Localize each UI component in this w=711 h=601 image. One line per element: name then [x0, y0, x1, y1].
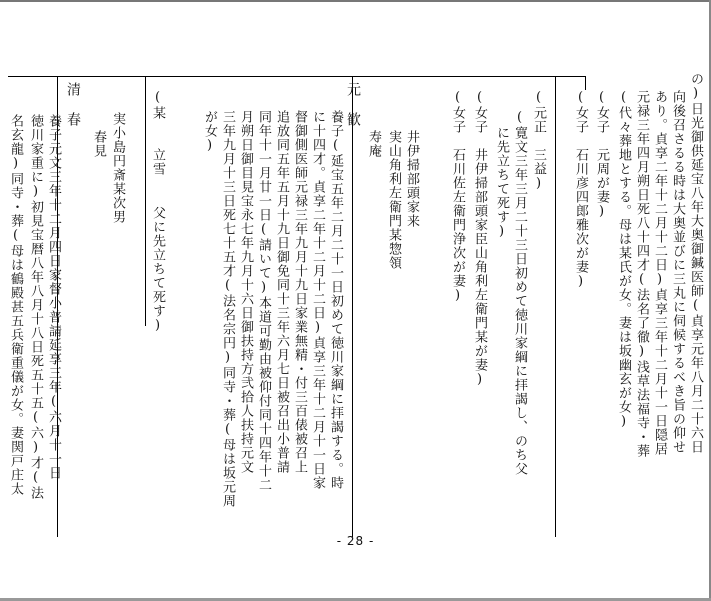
text-col-27: 春見: [91, 130, 106, 158]
text-col-10: に先立ちて死す): [494, 126, 509, 240]
text-col-12a: (女子: [450, 90, 465, 134]
text-col-18: に十四才。貞享二年十二月十二日)貞享三年十二月十一日家: [310, 110, 325, 490]
text-col-31: 名玄龍)同寺・葬(母は鶴殿甚五兵衛重儀が女。妻関戸庄太: [8, 114, 23, 496]
text-col-14: 井伊掃部頭家来: [404, 130, 419, 228]
text-col-12b: 石川佐左衛門浄次が妻): [450, 148, 465, 304]
text-col-25b: 立雪: [150, 148, 165, 176]
text-col-28b: 春: [65, 112, 81, 127]
text-col-11b: 井伊掃部頭家臣山角利左衛門某が妻): [472, 148, 487, 388]
genealogy-top-line: [8, 76, 586, 77]
text-col-19: 督御側医師元禄三年九月十九日家業無精・付三百俵被召上: [292, 110, 307, 474]
text-col-7b: 石川彦四郎雅次が妻): [573, 148, 588, 290]
branch-line-2: [555, 76, 556, 537]
text-col-25c: 父に先立ちて死す): [150, 206, 165, 334]
text-col-30: 徳川家重に)初見宝暦八年八月十八日死五十五(六)才(法: [28, 114, 43, 500]
text-col-11a: (女子: [472, 90, 487, 134]
text-col-3: あり。貞享二年十二月十二日)貞享三年十二月十一日隠居: [652, 90, 667, 456]
text-col-8b: 三益): [531, 148, 546, 192]
text-col-8a: (元正: [531, 90, 546, 134]
text-col-22: 月朔日御目見宝永七年九月十六日御扶持方弐拾人扶持元文: [238, 110, 253, 474]
text-col-28a: 清: [65, 82, 81, 97]
text-col-25a: (某: [150, 90, 165, 120]
text-col-13b: 歓: [345, 112, 361, 127]
text-col-21: 同年十一月廿一日(請いて)本道可勤由被仰付同十四年十二: [256, 110, 271, 492]
page-number: - 28 -: [336, 534, 375, 548]
text-col-20: 追放同五年五月十九日御免同十三年六月七日被召出小普請: [274, 110, 289, 474]
text-col-2: 向後召さるる時は大奥並びに三丸に伺候するべき旨の仰せ: [670, 90, 685, 454]
text-col-15: 実山角利左衛門某惣領: [386, 130, 401, 270]
text-col-5: (代々葬地とする。母は某氏が女。妻は坂幽玄が女): [616, 90, 631, 430]
text-col-26: 実小島円斎某次男: [110, 112, 125, 224]
text-col-7a: (女子: [573, 90, 588, 134]
text-col-6b: 元周が妻): [594, 148, 609, 220]
text-col-17: 養子(延宝五年二月二十一日初めて徳川家綱に拝謁する。時: [328, 110, 343, 490]
text-col-24: が女): [202, 110, 217, 154]
text-col-29: 養子元文三年十二月四日家督小普請延享三年(六月十一日: [46, 114, 61, 480]
text-col-16: 寿庵: [366, 130, 381, 158]
branch-line-1: [585, 76, 586, 90]
text-col-13a: 元: [345, 82, 361, 97]
branch-line-4: [145, 76, 146, 326]
text-col-23: 三年九月十三日死七十五才(法名宗円)同寺・葬(母は坂元周: [220, 110, 235, 508]
branch-line-3: [352, 76, 353, 537]
text-col-9: (寛文三年三月二十三日初めて徳川家綱に拝謁し、のち父: [512, 110, 527, 476]
text-col-6a: (女子: [594, 90, 609, 134]
text-col-4: 元禄三年四月朔日死八十四才(法名了徹)浅草法福寺・葬: [634, 90, 649, 458]
top-edge: [0, 0, 711, 2]
text-col-1: の)日光御供延宝八年大奥御鍼医師(貞享元年八月二十六日: [688, 72, 703, 454]
